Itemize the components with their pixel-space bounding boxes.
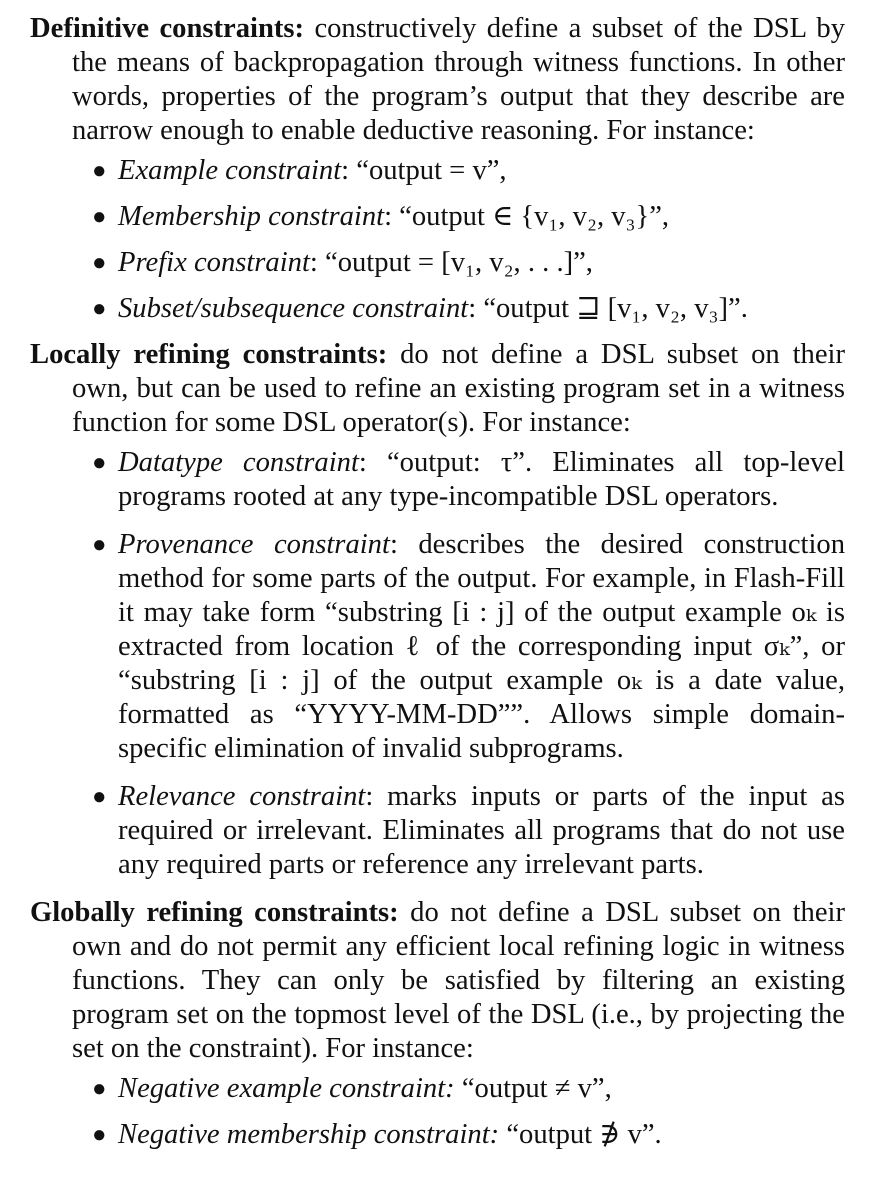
item-name: Subset/subsequence constraint bbox=[118, 293, 469, 324]
item-name: Provenance constraint bbox=[118, 529, 390, 560]
item-sep: : bbox=[384, 201, 400, 232]
item-sep: : bbox=[358, 447, 387, 478]
list-item bbox=[30, 1118, 845, 1152]
item-name: Datatype constraint bbox=[118, 447, 359, 478]
item-name: Example constraint bbox=[118, 155, 342, 186]
list-item bbox=[30, 446, 845, 514]
item-sep: : bbox=[309, 247, 326, 278]
item-desc: “output ⊒ [v₁, v₂, v₃]”. bbox=[483, 293, 748, 324]
item-name: Membership constraint bbox=[118, 201, 385, 232]
item-name: Negative membership constraint: bbox=[118, 1119, 500, 1150]
list-item bbox=[30, 1072, 845, 1106]
item-sep: : bbox=[468, 293, 484, 324]
locally-refining-constraints-section bbox=[30, 338, 845, 882]
bullet-icon: ● bbox=[92, 1122, 107, 1148]
bullet-icon: ● bbox=[92, 1076, 107, 1102]
list-item bbox=[30, 246, 845, 280]
bullet-icon: ● bbox=[92, 158, 107, 184]
constraint-list bbox=[30, 1072, 845, 1152]
item-desc: “output ≠ v”, bbox=[461, 1073, 612, 1104]
section-paragraph bbox=[30, 896, 845, 1066]
paper-page bbox=[30, 12, 845, 1164]
item-name: Relevance constraint bbox=[118, 781, 366, 812]
item-sep bbox=[455, 1073, 462, 1104]
list-item bbox=[30, 292, 845, 326]
section-body: do not define a DSL subset on their own and do not permit any efficient local refining logic in witness functions. They can only be satisfied by filtering an existing program set on the topmost level of the DSL (i.e., by projecting the set on the constraint). For instance: bbox=[72, 897, 845, 1064]
section-paragraph bbox=[30, 12, 845, 148]
item-name: Negative example constraint: bbox=[118, 1073, 455, 1104]
item-desc: “output = [v₁, v₂, . . .]”, bbox=[325, 247, 593, 278]
section-term: Locally refining constraints: bbox=[30, 339, 388, 370]
item-sep: : bbox=[389, 529, 419, 560]
section-body: do not define a DSL subset on their own, but can be used to refine an existing program set in a witness function for some DSL operator(s). For instance: bbox=[72, 339, 845, 438]
item-desc: “output = v”, bbox=[356, 155, 507, 186]
section-body: constructively define a subset of the DSL by the means of backpropagation through witness functions. In other words, properties of the program’s output that they describe are narrow enough to enable deductive reasoning. For instance: bbox=[72, 13, 845, 146]
bullet-icon: ● bbox=[92, 250, 107, 276]
item-sep: : bbox=[365, 781, 388, 812]
list-item bbox=[30, 780, 845, 882]
section-paragraph bbox=[30, 338, 845, 440]
section-term: Globally refining constraints: bbox=[30, 897, 399, 928]
item-desc: describes the desired construction method for some parts of the output. For example, in Flash-Fill it may take form “substring [i : j] of the output example oₖ is extracted from location ℓ of the corresponding input σₖ”, or “substring [i : j] of the output example oₖ is a date value, formatted as “YYYY-MM-DD””. Allows simple domain-specific elimination of invalid subprograms. bbox=[118, 529, 846, 764]
item-desc: marks inputs or parts of the input as required or irrelevant. Eliminates all programs that do not use any required parts or reference any irrelevant parts. bbox=[118, 781, 845, 880]
globally-refining-constraints-section bbox=[30, 896, 845, 1152]
list-item bbox=[30, 200, 845, 234]
bullet-icon: ● bbox=[92, 204, 107, 230]
list-item bbox=[30, 154, 845, 188]
item-name: Prefix constraint bbox=[118, 247, 310, 278]
list-item bbox=[30, 528, 845, 766]
bullet-icon: ● bbox=[92, 296, 107, 322]
item-sep: : bbox=[341, 155, 357, 186]
item-desc: “output ∈ {v₁, v₂, v₃}”, bbox=[399, 201, 670, 232]
bullet-icon: ● bbox=[92, 450, 107, 476]
item-desc: “output ∌ v”. bbox=[506, 1119, 662, 1150]
constraint-list bbox=[30, 446, 845, 882]
section-term: Definitive constraints: bbox=[30, 13, 305, 44]
bullet-icon: ● bbox=[92, 784, 107, 810]
item-desc: “output: τ”. Eliminates all top-level programs rooted at any type-incompatible DSL operators. bbox=[118, 447, 846, 512]
bullet-icon: ● bbox=[92, 532, 107, 558]
constraint-list bbox=[30, 154, 845, 326]
definitive-constraints-section bbox=[30, 12, 845, 326]
